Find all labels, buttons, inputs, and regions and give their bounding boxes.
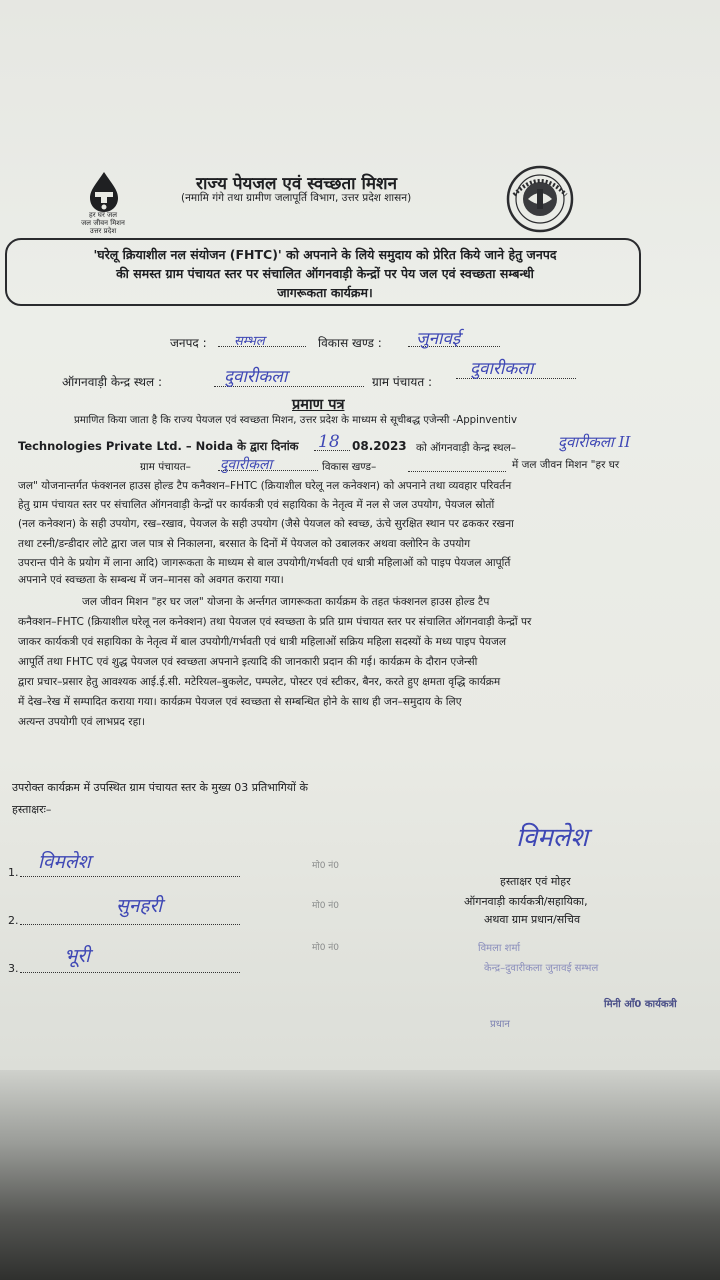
cert-p1-line-1: प्रमाणित किया जाता है कि राज्य पेयजल एवं स्वच्छता मिशन, उत्तर प्रदेश के माध्यम से सूचीबद्ध एजेन्सी -Appinventiv: [74, 415, 518, 426]
date-day-field: [314, 432, 350, 451]
mobile-label-2: मो0 नं0: [312, 901, 340, 911]
centre-value: दुवारीकला: [224, 367, 288, 387]
participant-signature-1-text: विमलेश: [38, 851, 91, 873]
district-value: सम्भल: [234, 334, 265, 349]
signatory-line-3: अथवा ग्राम प्रधान/सचिव: [484, 913, 581, 926]
logo-caption: हर घर जल जल जीवन मिशन उत्तर प्रदेश: [81, 211, 125, 235]
panchayat-label: ग्राम पंचायत :: [372, 375, 433, 389]
banner-line-2: की समस्त ग्राम पंचायत स्तर पर संचालित ऑगनवाड़ी केन्द्रों पर पेय जल एवं स्वच्छता सम्बन्धी: [116, 266, 534, 281]
district-label: जनपद :: [170, 336, 207, 350]
participant-signature-2-text: सुनहरी: [116, 895, 163, 917]
stamp-pradhan: प्रधान: [490, 1019, 510, 1030]
cert-p1-line-9: अपनाने एवं स्वच्छता के सम्बन्ध में जन–मानस को अवगत कराया गया।: [18, 574, 284, 586]
cert-p1-line-2: Technologies Private Ltd. – Noida के द्वारा दिनांक: [18, 439, 299, 453]
table-surface: [0, 1070, 720, 1280]
block-filled-field: [408, 470, 506, 472]
cert-p2-line-1: जल जीवन मिशन "हर घर जल" योजना के अर्न्तगत जागरूकता कार्यक्रम के तहत फंक्शनल हाउस होल्ड टैप: [82, 596, 490, 608]
cert-p1-line-4: जल" योजनान्तर्गत फंक्शनल हाउस होल्ड टैप कनैक्शन–FHTC (क्रियाशील घरेलू नल कनेक्शन) को अपनाने तथा व्यवहार परिवर्तन: [18, 480, 512, 492]
participant-signature-1: [20, 851, 240, 877]
participant-number-3: 3.: [8, 962, 19, 975]
cert-p1-block-text: विकास खण्ड–: [322, 461, 377, 473]
date-rest-value: 08.2023: [352, 439, 407, 453]
panchayat-value: दुवारीकला: [470, 359, 534, 379]
banner-line-3: जागरूकता कार्यक्रम।: [277, 285, 373, 300]
mobile-label-3: मो0 नं0: [312, 943, 340, 953]
block-field: [408, 326, 500, 347]
certificate-title: प्रमाण पत्र: [292, 397, 345, 413]
panchayat-filled-field: [218, 454, 318, 471]
program-banner: [5, 238, 641, 306]
date-day-value: 18: [318, 432, 340, 452]
signatory-line-1: हस्ताक्षर एवं मोहर: [500, 875, 571, 888]
stamp-line-1: विमला शर्मा: [478, 943, 521, 954]
centre-filled-value: दुवारीकला II: [558, 433, 631, 451]
cert-p1-line-6: (नल कनेक्शन) के सही उपयोग, रख–रखाव, पेयजल के सही उपयोग (जैसे पेयजल को स्वच्छ, ऊंचे सुरक्षित स्थान पर ढककर रखना: [18, 518, 514, 530]
cert-p2-line-5: द्वारा प्रचार–प्रसार हेतु आवश्यक आई.ई.सी. मटेरियल–बुकलेट, पम्पलेट, पोस्टर एवं स्टीकर, बैनर, करते हुए क्षमता वृद्धि कार्यक्रम: [18, 676, 501, 688]
block-label: विकास खण्ड :: [318, 336, 382, 350]
cert-p1-line-7: तथा टस्नी/डन्डीदार लोटे द्वारा जल पात्र से निकालना, बरसात के दिनों में पेयजल को उबालकर अथवा क्लोरिन के उपयोग: [18, 538, 471, 550]
block-value: जुनावई: [416, 329, 461, 349]
participant-signature-2: [20, 895, 240, 925]
cert-p1-panchayat-text: ग्राम पंचायत–: [140, 461, 191, 473]
district-field: [218, 330, 306, 347]
cert-p1-line-3-tail: में जल जीवन मिशन "हर घर: [512, 459, 620, 471]
stamp-line-3: मिनी आँ0 कार्यकत्री: [604, 999, 677, 1010]
cert-p2-line-7: अत्यन्त उपयोगी एवं लाभप्रद रहा।: [18, 716, 145, 728]
official-signature: विमलेश: [516, 823, 589, 853]
participant-signature-3-text: भूरी: [64, 945, 91, 967]
cert-p2-line-6: में देख–रेख में सम्पादित कराया गया। कार्यक्रम पेयजल एवं स्वच्छता से सम्बन्धित होने के साथ ही जन–समुदाय के लिए: [18, 696, 462, 708]
cert-p2-line-4: आपूर्ति तथा FHTC एवं शुद्ध पेयजल एवं स्वच्छता अपनाने इत्यादि की जानकारी प्रदान की गई। कार्यक्रम के दौरान एजेन्सी: [18, 656, 478, 668]
banner-line-1: 'घरेलू क्रियाशील नल संयोजन (FHTC)' को अपनाने के लिये समुदाय को प्रेरित किये जाने हेतु जनपद: [93, 247, 557, 262]
cert-p2-line-3: जाकर कार्यकत्री एवं सहायिका के नेतृत्व में बाल उपयोगी/गर्भवती एवं धात्री महिलाओं सक्रिय महिला सदस्यों के मध्य पाइप पेयजल: [18, 636, 507, 648]
signature-label: हस्ताक्षरः–: [12, 803, 52, 816]
panchayat-field: [456, 356, 576, 379]
participants-intro: उपरोक्त कार्यक्रम में उपस्थित ग्राम पंचायत स्तर के मुख्य 03 प्रतिभागियों के: [12, 781, 308, 794]
centre-field: [214, 364, 364, 387]
cert-p1-centre-text: को ऑगनवाड़ी केन्द्र स्थल–: [416, 442, 517, 454]
mission-title: राज्य पेयजल एवं स्वच्छता मिशन: [196, 174, 398, 194]
cert-p2-line-2: कनैक्शन–FHTC (क्रियाशील घरेलू नल कनेक्शन) तथा पेयजल एवं स्वच्छता के प्रति ग्राम पंचायत स्तर पर संचालित ऑगनवाड़ी केन्द्रों पर: [18, 616, 532, 628]
cert-p1-line-5: हेतु ग्राम पंचायत स्तर पर संचालित ऑगनवाड़ी केन्द्रों पर कार्यकत्री एवं सहायिका के नेतृत्व में नल से जल उपयोग, पेयजल स्रोतों: [18, 499, 495, 511]
participant-signature-3: [20, 945, 240, 973]
mission-subtitle: (नमामि गंगे तथा ग्रामीण जलापूर्ति विभाग, उत्तर प्रदेश शासन): [181, 192, 412, 204]
mobile-label-1: मो0 नं0: [312, 861, 340, 871]
centre-filled: [558, 432, 630, 452]
cert-p1-line-8: उपरान्त पीने के प्रयोग में लाना आदि) जागरूकता के माध्यम से बाल उपयोगी/गर्भवती एवं धात्री महिलाओं को पाइप पेयजल आपूर्ति: [18, 557, 511, 569]
participant-number-1: 1.: [8, 866, 19, 879]
stamp-line-2: केन्द्र–दुवारीकला जुनावई सम्भल: [484, 963, 599, 974]
signatory-line-2: ऑगनवाड़ी कार्यकत्री/सहायिका,: [464, 895, 588, 908]
participant-number-2: 2.: [8, 914, 19, 927]
centre-label: ऑगनवाड़ी केन्द्र स्थल :: [62, 375, 163, 389]
panchayat-filled-value: दुवारीकला: [220, 457, 273, 473]
up-government-seal-icon: [506, 165, 574, 233]
